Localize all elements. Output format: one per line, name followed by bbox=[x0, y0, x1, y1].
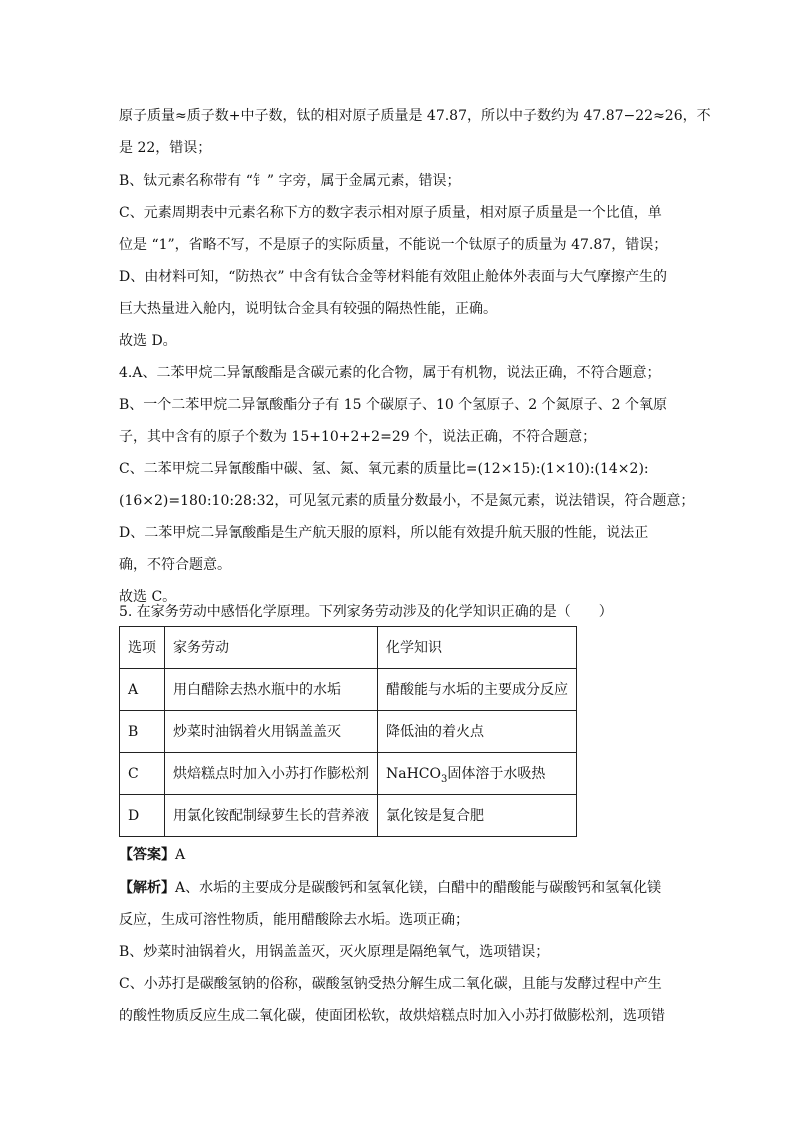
table-header-cell: 家务劳动 bbox=[165, 627, 378, 669]
text-line: 原子质量≈质子数+中子数，钛的相对原子质量是 47.87，所以中子数约为 47.87−22≈26，不 bbox=[119, 108, 711, 124]
text-line: A、水垢的主要成分是碳酸钙和氢氧化镁，白醋中的醋酸能与碳酸钙和氢氧化镁 bbox=[175, 880, 662, 896]
table-row bbox=[120, 795, 577, 837]
text-line: 巨大热量进入舱内，说明钛合金具有较强的隔热性能，正确。 bbox=[119, 301, 497, 317]
question-5-stem: 5. 在家务劳动中感悟化学原理。下列家务劳动涉及的化学知识正确的是（ ） bbox=[119, 604, 613, 620]
text-line: D、二苯甲烷二异氰酸酯是生产航天服的原料，所以能有效提升航天服的性能，说法正 bbox=[119, 525, 649, 541]
table-cell bbox=[378, 753, 577, 795]
table-cell: 降低油的着火点 bbox=[378, 711, 577, 753]
text-line: 是 22，错误； bbox=[119, 140, 212, 156]
table-header-cell: 化学知识 bbox=[378, 627, 577, 669]
table-cell: 醋酸能与水垢的主要成分反应 bbox=[378, 669, 577, 711]
table-header-row bbox=[120, 627, 577, 669]
text-line: 确，不符合题意。 bbox=[119, 557, 231, 573]
table-cell: 用白醋除去热水瓶中的水垢 bbox=[165, 669, 378, 711]
text-line: B、钛元素名称带有 “钅” 字旁，属于金属元素，错误； bbox=[119, 173, 461, 189]
text-line: 位是 “1”，省略不写，不是原子的实际质量，不能说一个钛原子的质量为 47.87，错误； bbox=[119, 237, 668, 253]
table-row bbox=[120, 711, 577, 753]
table-row bbox=[120, 669, 577, 711]
analysis-line bbox=[119, 878, 699, 898]
text-line: 故选 C。 bbox=[119, 589, 177, 605]
text-line: 反应，生成可溶性物质，能用醋酸除去水垢。选项正确； bbox=[119, 912, 469, 928]
chem-table bbox=[119, 626, 577, 837]
text-line: 故选 D。 bbox=[119, 333, 177, 349]
text-line: (16×2)=180:10:28:32，可见氢元素的质量分数最小，不是氮元素，说法错误，符合题意； bbox=[119, 493, 695, 509]
table-cell-text: 固体溶于水吸热 bbox=[447, 765, 546, 782]
answer-label: 【答案】 bbox=[119, 847, 175, 863]
table-cell: 用氯化铵配制绿萝生长的营养液 bbox=[165, 795, 378, 837]
table-cell: C bbox=[120, 753, 165, 795]
answer-value: A bbox=[175, 847, 186, 863]
table-cell: 氯化铵是复合肥 bbox=[378, 795, 577, 837]
table-row bbox=[120, 753, 577, 795]
analysis-label: 【解析】 bbox=[119, 880, 175, 896]
table-cell: B bbox=[120, 711, 165, 753]
table-cell: A bbox=[120, 669, 165, 711]
text-line: 的酸性物质反应生成二氧化碳，使面团松软，故烘焙糕点时加入小苏打做膨松剂，选项错 bbox=[119, 1008, 665, 1024]
text-line: C、二苯甲烷二异氰酸酯中碳、氢、氮、氧元素的质量比=(12×15):(1×10):(14×2): bbox=[119, 461, 649, 477]
text-line: 子，其中含有的原子个数为 15+10+2+2=29 个，说法正确，不符合题意； bbox=[119, 429, 597, 445]
table-header-cell: 选项 bbox=[120, 627, 165, 669]
formula-subscript: 3 bbox=[441, 773, 448, 785]
text-line: B、一个二苯甲烷二异氰酸酯分子有 15 个碳原子、10 个氢原子、2 个氮原子、2 个氧原 bbox=[119, 397, 667, 413]
text-line: C、元素周期表中元素名称下方的数字表示相对原子质量，相对原子质量是一个比值，单 bbox=[119, 205, 662, 221]
text-line: 4.A、二苯甲烷二异氰酸酯是含碳元素的化合物，属于有机物，说法正确，不符合题意； bbox=[119, 365, 661, 381]
table-cell: 炒菜时油锅着火用锅盖盖灭 bbox=[165, 711, 378, 753]
answer-line bbox=[119, 845, 699, 865]
table-cell: 烘焙糕点时加入小苏打作膨松剂 bbox=[165, 753, 378, 795]
text-line: B、炒菜时油锅着火，用锅盖盖灭，灭火原理是隔绝氧气，选项错误； bbox=[119, 944, 550, 960]
formula: NaHCO bbox=[386, 765, 441, 782]
text-line: D、由材料可知，“防热衣” 中含有钛合金等材料能有效阻止舱体外表面与大气摩擦产生的 bbox=[119, 269, 667, 285]
text-line: C、小苏打是碳酸氢钠的俗称，碳酸氢钠受热分解生成二氧化碳，且能与发酵过程中产生 bbox=[119, 976, 662, 992]
table-cell: D bbox=[120, 795, 165, 837]
